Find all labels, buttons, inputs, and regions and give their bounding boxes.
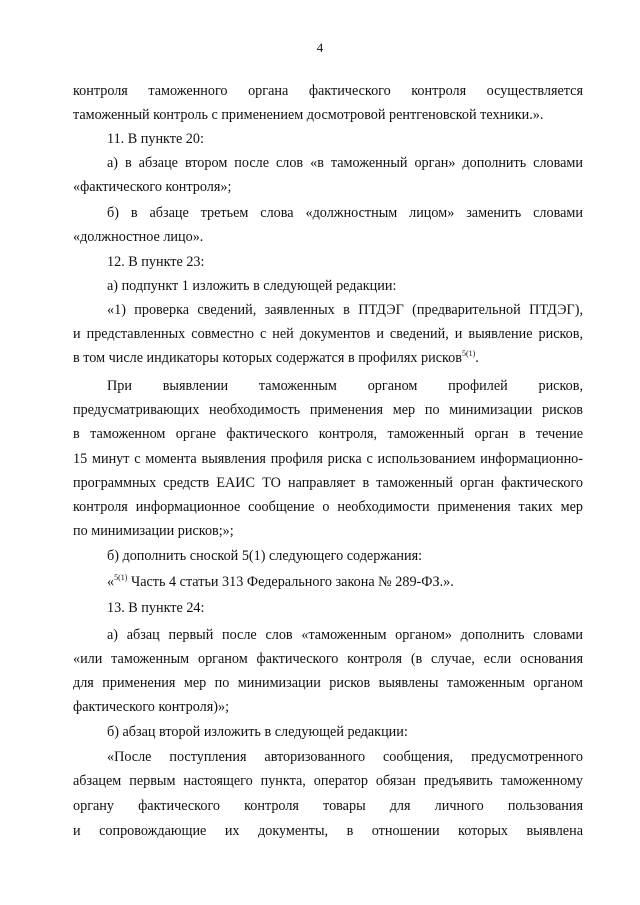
- text-line: При выявлении таможенным органом профилей рисков,: [107, 378, 583, 394]
- text-line: б) в абзаце третьем слова «должностным лицом» заменить словами: [107, 205, 583, 221]
- text-run: .: [475, 350, 479, 366]
- text-run: Часть 4 статьи 313 Федерального закона № 289-ФЗ.».: [127, 574, 454, 590]
- footnote-marker: 5(1): [114, 573, 128, 582]
- text-line: и сопровождающие их документы, в отношении которых выявлена: [73, 823, 583, 839]
- text-line: для применения мер по минимизации рисков выявлены таможенным органом: [73, 675, 583, 691]
- text-line: фактического контроля)»;: [73, 699, 230, 715]
- text-line: а) подпункт 1 изложить в следующей редакции:: [107, 278, 397, 294]
- text-line: «1) проверка сведений, заявленных в ПТДЭГ (предварительной ПТДЭГ),: [107, 302, 583, 318]
- text-line: 15 минут с момента выявления профиля риска с использованием информационно-: [73, 451, 583, 467]
- text-line: 12. В пункте 23:: [107, 254, 205, 270]
- text-line: по минимизации рисков;»;: [73, 523, 234, 539]
- text-line: б) абзац второй изложить в следующей редакции:: [107, 724, 408, 740]
- text-line: [73, 349, 583, 367]
- text-line: программных средств ЕАИС ТО направляет в таможенный орган фактического: [73, 475, 583, 491]
- text-line: «фактического контроля»;: [73, 179, 232, 195]
- text-line: а) абзац первый после слов «таможенным органом» дополнить словами: [107, 627, 583, 643]
- text-line: органу фактического контроля товары для личного пользования: [73, 798, 583, 814]
- page-number: 4: [316, 40, 324, 55]
- text-line: абзацем первым настоящего пункта, оператор обязан предъявить таможенному: [73, 773, 583, 789]
- text-line: в таможенном органе фактического контроля, таможенный орган в течение: [73, 426, 583, 442]
- text-line: предусматривающих необходимость применения мер по минимизации рисков: [73, 402, 583, 418]
- text-line: контроля информационное сообщение о необходимости применения таких мер: [73, 499, 583, 515]
- text-line: а) в абзаце втором после слов «в таможенный орган» дополнить словами: [107, 155, 583, 171]
- text-line: «После поступления авторизованного сообщения, предусмотренного: [107, 749, 583, 765]
- text-line: и представленных совместно с ней документов и сведений, и выявление рисков,: [73, 326, 583, 342]
- text-line: б) дополнить сноской 5(1) следующего содержания:: [107, 548, 423, 564]
- text-line: таможенный контроль с применением досмотровой рентгеновской техники.».: [73, 107, 544, 123]
- text-run: «: [107, 574, 115, 590]
- text-line: «или таможенным органом фактического контроля (в случае, если основания: [73, 651, 583, 667]
- text-line: контроля таможенного органа фактического контроля осуществляется: [73, 83, 583, 99]
- text-run: в том числе индикаторы которых содержатся в профилях рисков: [73, 350, 462, 366]
- text-line: «должностное лицо».: [73, 229, 204, 245]
- text-line: 13. В пункте 24:: [107, 600, 205, 616]
- text-line: 11. В пункте 20:: [107, 131, 204, 147]
- footnote-marker: 5(1): [461, 349, 476, 358]
- text-line: [107, 573, 583, 591]
